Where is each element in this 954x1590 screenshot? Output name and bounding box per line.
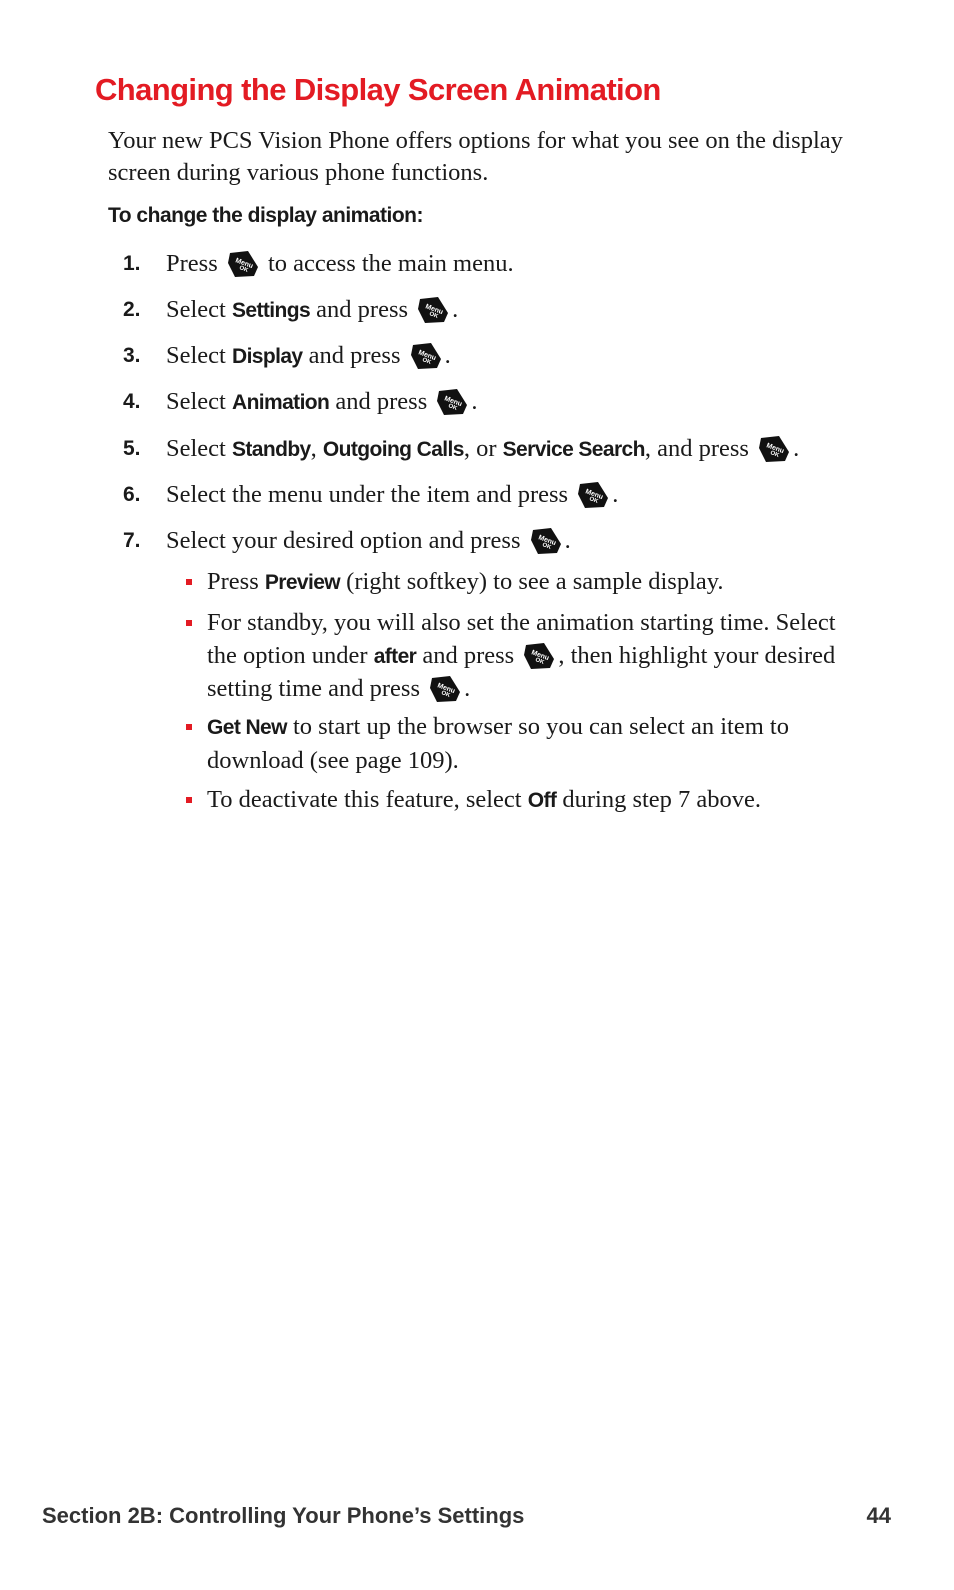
step-1 [0,247,954,281]
menu-ok-key-icon [529,527,563,555]
step-number: 1. [123,252,141,275]
menu-ok-key-icon [757,435,791,463]
menu-item-settings: Settings [232,299,311,322]
menu-ok-key-icon [428,675,462,703]
menu-item-outgoing-calls: Outgoing Calls [322,438,464,461]
step-6 [0,478,954,512]
step-3 [0,339,954,373]
menu-ok-key-icon [226,250,260,278]
step-text: Select Standby, Outgoing Calls, or Service Search, and press . [166,435,800,462]
menu-item-standby: Standby [232,438,311,461]
menu-ok-key-icon [409,342,443,370]
softkey-preview: Preview [264,571,341,594]
step-text: Select Display and press . [166,342,451,369]
bullet-square-icon [186,620,192,626]
bullet-text: For standby, you will also set the animation starting time. Select the option under after and press , then highlight your desired setting time and press . [207,609,836,702]
menu-ok-key-icon [416,296,450,324]
option-after: after [373,644,417,668]
bullet-square-icon [186,579,192,585]
footer-section-title: Section 2B: Controlling Your Phone’s Settings [42,1503,525,1528]
menu-item-service-search: Service Search [502,438,645,461]
menu-ok-key-icon [435,388,469,416]
step-number: 2. [123,298,141,321]
step-text: Select the menu under the item and press . [166,481,619,508]
menu-ok-key-icon [522,642,556,670]
page-number: 44 [866,1503,891,1528]
bullet-square-icon [186,724,192,730]
step-text: Select Settings and press . [166,296,459,323]
intro-paragraph: Your new PCS Vision Phone offers options for what you see on the display screen during various phone functions. [108,127,843,186]
step-number: 7. [123,529,141,552]
step-number: 6. [123,483,141,506]
bullet-text: Get New to start up the browser so you can select an item to download (see page 109). [207,713,789,774]
bullet-text: Press Preview (right softkey) to see a sample display. [207,568,724,595]
step-4 [0,385,954,419]
step-7 [0,524,954,558]
step-text: Press to access the main menu. [166,250,514,277]
bullet-square-icon [186,797,192,803]
bullet-text: To deactivate this feature, select Off during step 7 above. [207,786,762,813]
step-number: 4. [123,390,141,413]
page-title: Changing the Display Screen Animation [95,72,661,107]
procedure-heading: To change the display animation: [108,204,423,227]
menu-item-display: Display [232,345,303,368]
step-text: Select Animation and press . [166,388,478,415]
option-get-new: Get New [207,716,287,739]
page-footer [42,1503,891,1529]
option-off: Off [527,789,557,812]
menu-item-animation: Animation [232,391,330,414]
step-number: 5. [123,437,141,460]
step-text: Select your desired option and press . [166,527,571,554]
step-2 [0,293,954,327]
step-number: 3. [123,344,141,367]
step-5 [0,432,954,466]
menu-ok-key-icon [576,481,610,509]
